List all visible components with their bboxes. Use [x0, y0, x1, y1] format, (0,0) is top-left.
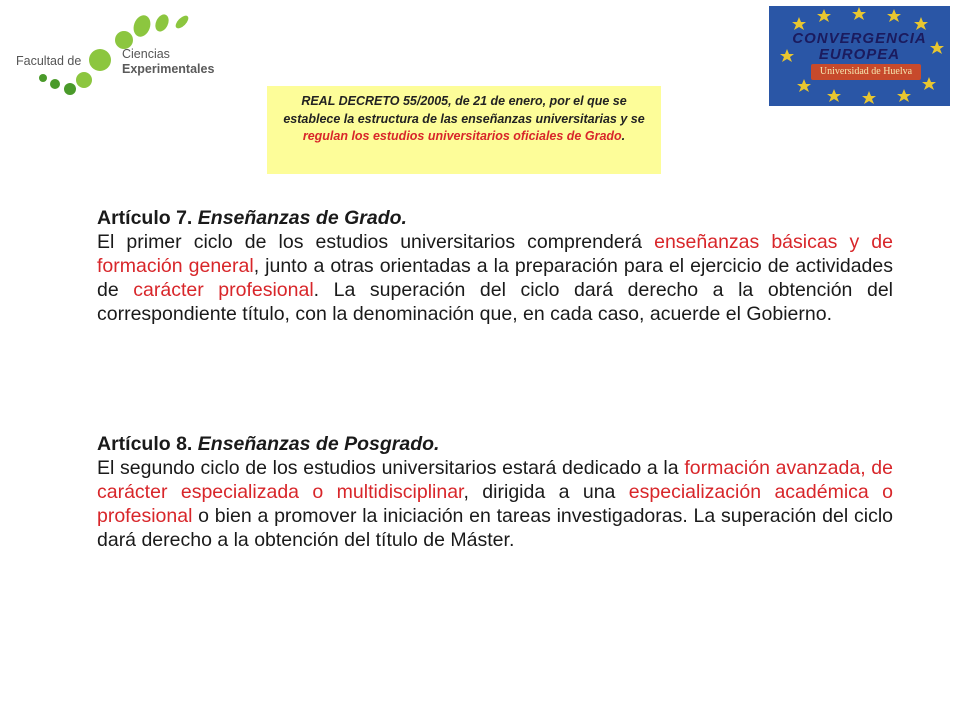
decree-end: .	[621, 129, 626, 143]
logo-convergencia-text: CONVERGENCIA	[792, 30, 927, 47]
decree-box	[267, 86, 661, 174]
logo-europea-text: EUROPEA	[818, 46, 901, 63]
decree-text: REAL DECRETO 55/2005, de 21 de enero, por el que se establece la estructura de las enseñanzas universitarias y se	[283, 94, 645, 126]
article-8-highlight-2: especialización académica o profesional	[97, 481, 894, 527]
convergencia-europea-logo	[769, 6, 950, 106]
logo-experimentales-text: Experimentales	[122, 62, 215, 76]
article-8-title: Enseñanzas de Posgrado.	[197, 433, 440, 455]
article-8-text-1: El segundo ciclo de los estudios universitarios estará dedicado a la	[97, 457, 685, 479]
article-8-heading	[97, 432, 893, 456]
article-8	[97, 432, 893, 552]
article-7-text-1: El primer ciclo de los estudios universitarios comprenderá	[97, 231, 655, 253]
faculty-logo	[14, 14, 234, 104]
article-7-heading	[97, 206, 893, 230]
article-8-body	[97, 456, 893, 552]
article-8-text-3: o bien a promover la iniciación en tareas investigadoras. La superación del ciclo dará derecho a la obtención del título de Máster.	[97, 505, 893, 551]
article-8-text-2: , dirigida a una	[463, 481, 629, 503]
logo-faculty-text: Facultad de	[16, 54, 82, 68]
article-7-highlight-1: enseñanzas básicas y de formación general	[97, 231, 893, 277]
decree-highlight: regulan los estudios universitarios oficiales de Grado	[302, 129, 622, 143]
logo-university-text: Universidad de Huelva	[811, 64, 921, 80]
article-7	[97, 206, 893, 326]
article-8-number: Artículo 8.	[97, 433, 193, 455]
logo-ciencias-text: Ciencias	[122, 47, 170, 61]
article-7-text-3: . La superación del ciclo dará derecho a la obtención del correspondiente título, con la denominación que, en cada caso, acuerde el Gobierno.	[97, 279, 893, 325]
article-7-body	[97, 230, 893, 326]
article-7-number: Artículo 7.	[97, 207, 193, 229]
article-7-highlight-2: carácter profesional	[133, 279, 314, 301]
article-7-title: Enseñanzas de Grado.	[197, 207, 407, 229]
article-8-highlight-1: formación avanzada, de carácter especializada o multidisciplinar	[97, 457, 893, 503]
article-7-text-2: , junto a otras orientadas a la preparación para el ejercicio de actividades de	[97, 255, 893, 301]
